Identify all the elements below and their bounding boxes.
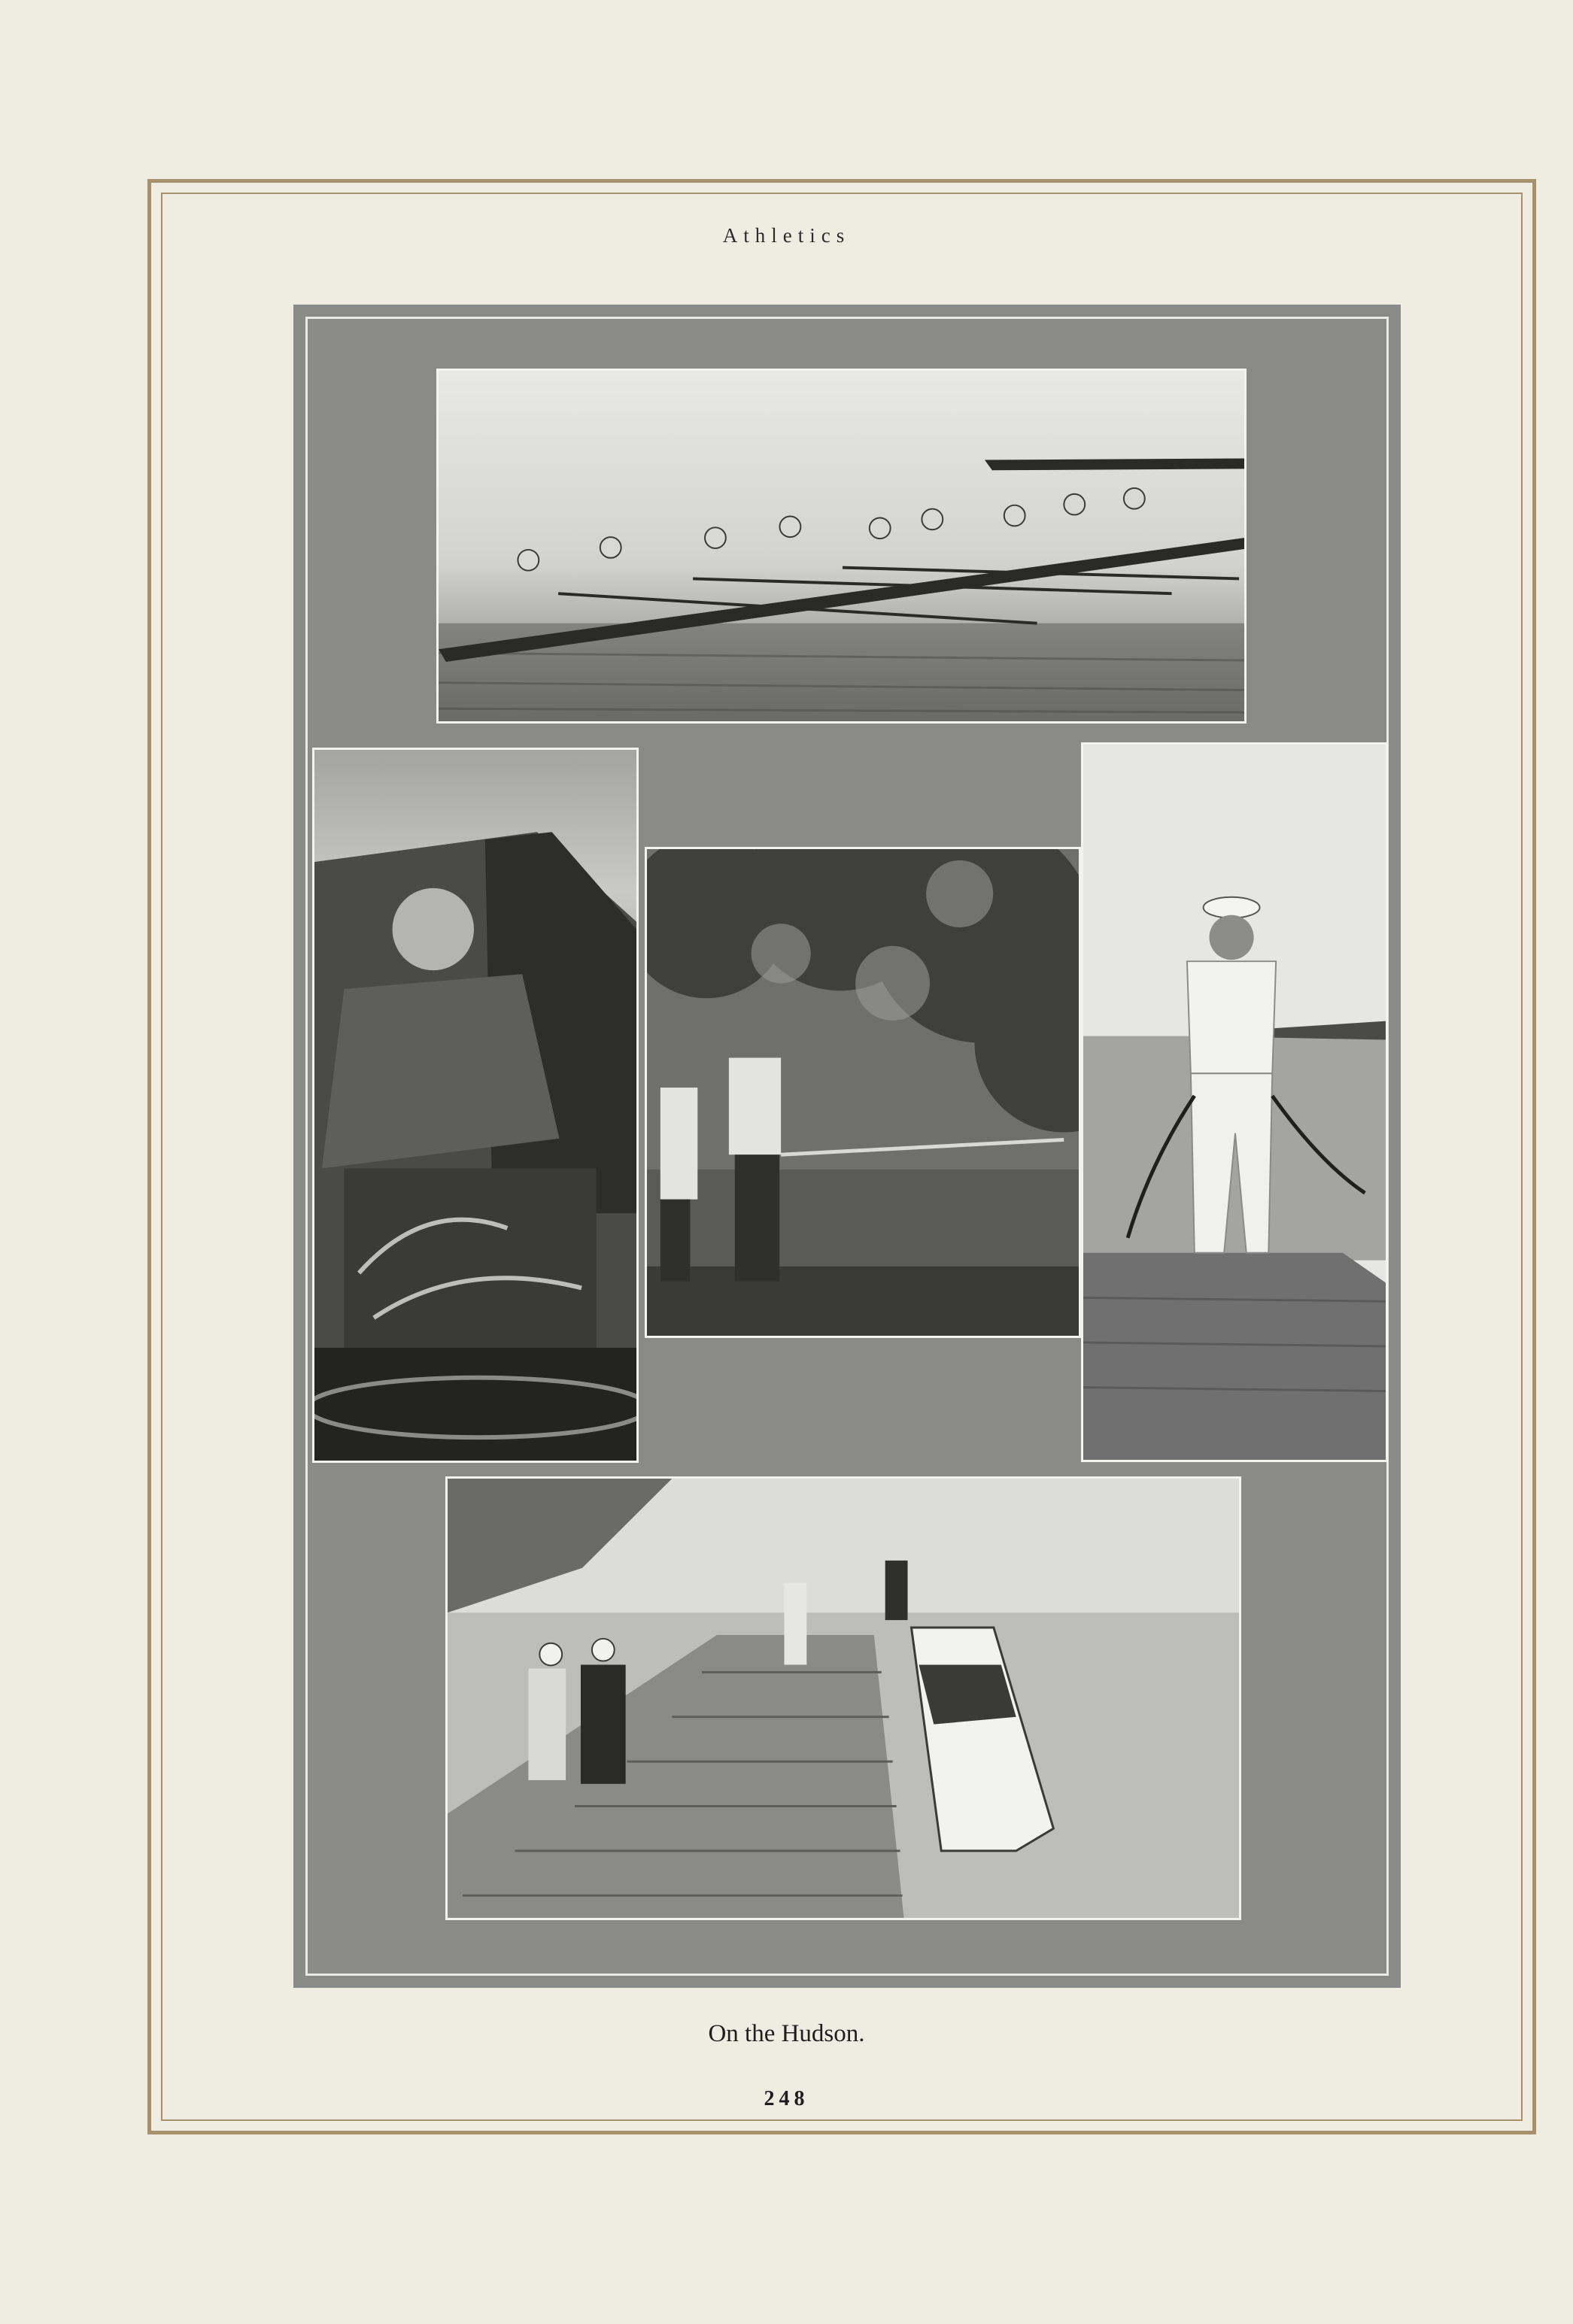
mechanic-engine-photo — [312, 748, 639, 1463]
page-number: 248 — [764, 2087, 809, 2110]
dock-and-motorboat-photo — [445, 1476, 1241, 1920]
photo-plate — [293, 305, 1401, 1988]
sailor-on-dock-photo — [1081, 742, 1388, 1462]
plate-caption: On the Hudson. — [708, 2020, 865, 2047]
running-head: Athletics — [722, 224, 851, 247]
group-under-trees-photo — [645, 847, 1081, 1338]
rowing-crew-photo — [436, 369, 1247, 724]
